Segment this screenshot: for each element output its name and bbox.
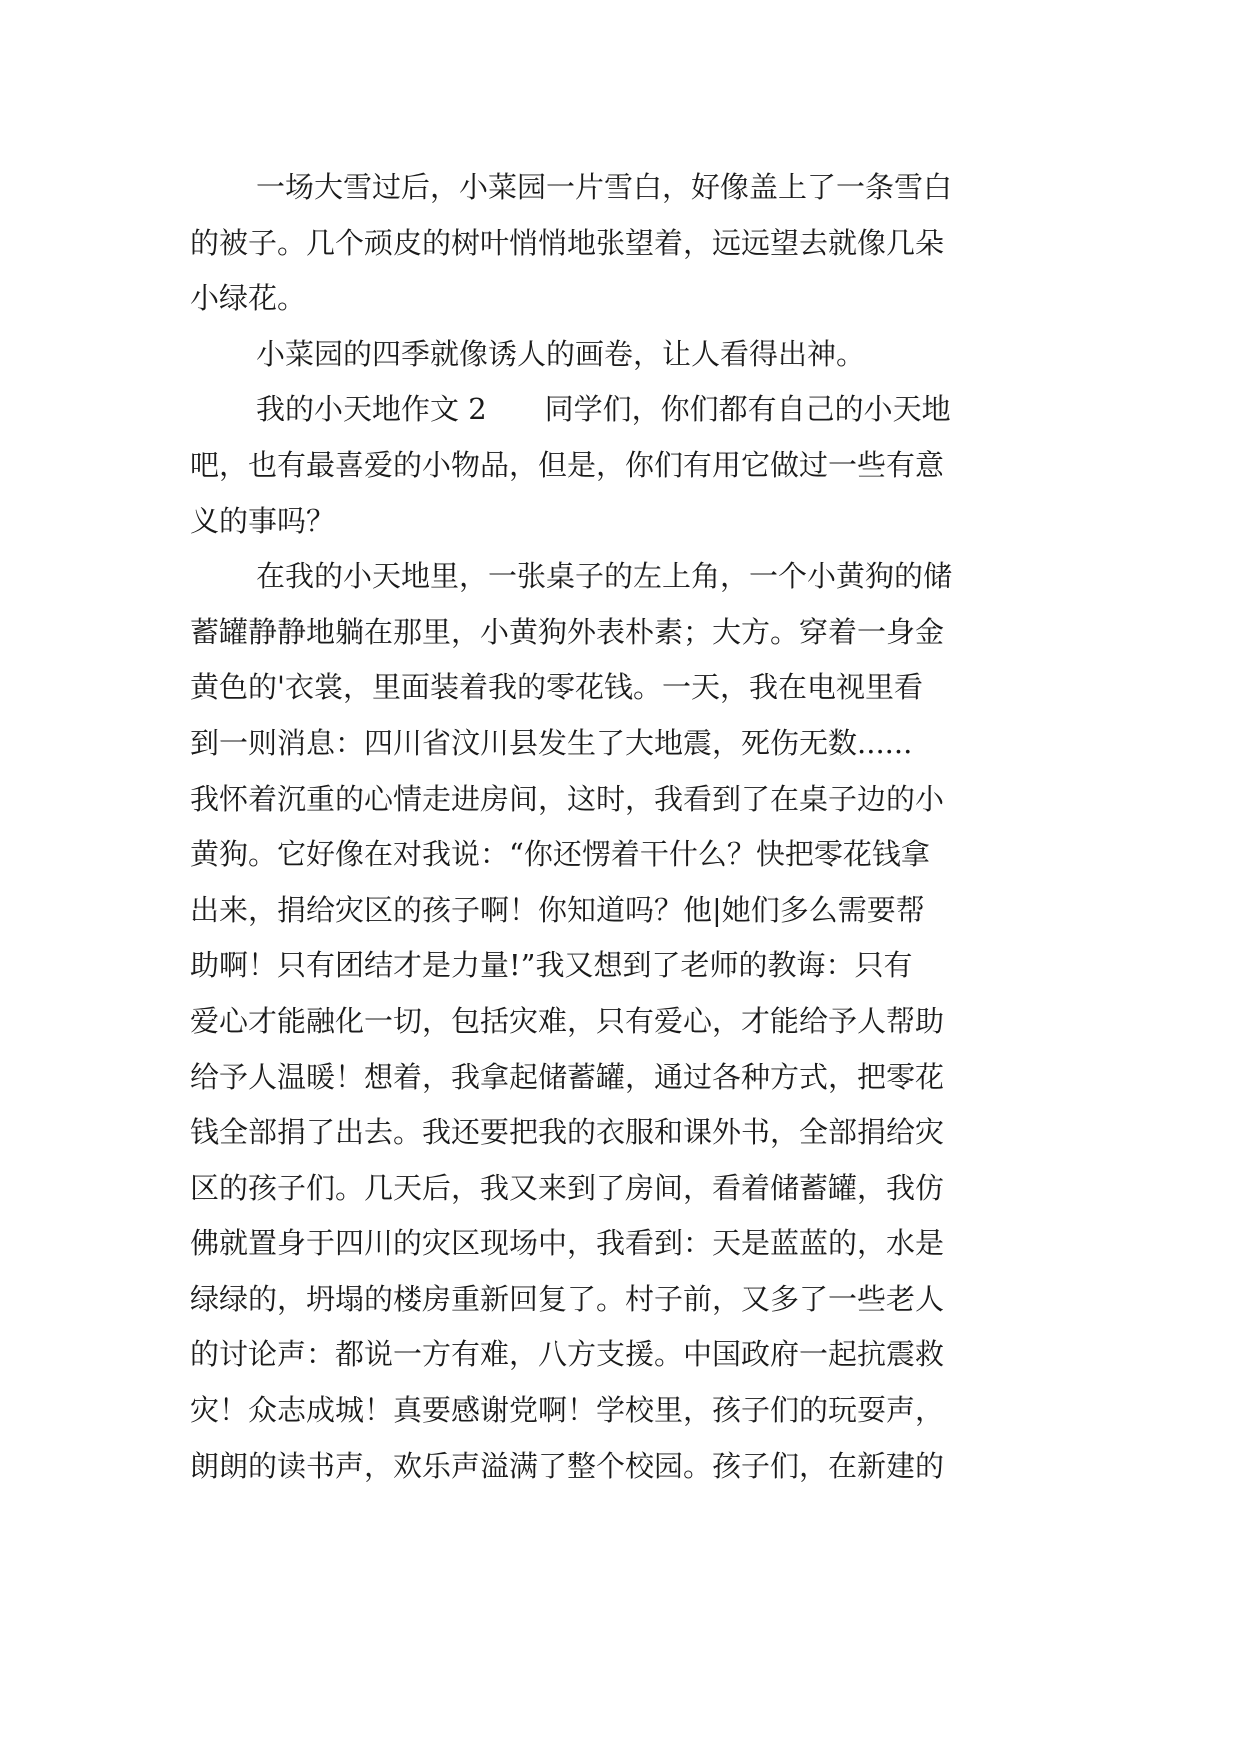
text-line: 我怀着沉重的心情走进房间，这时，我看到了在桌子边的小 [190, 781, 945, 816]
text-line: 一场大雪过后，小菜园一片雪白，好像盖上了一条雪白 [256, 170, 953, 204]
text-line: 的讨论声：都说一方有难，八方支援。中国政府一起抗震救 [190, 1337, 945, 1372]
text-line: 给予人温暖！想着，我拿起储蓄罐，通过各种方式，把零花 [190, 1059, 945, 1094]
text-line: 区的孩子们。几天后，我又来到了房间，看着储蓄罐，我仿 [190, 1170, 945, 1205]
text-line: 的被子。几个顽皮的树叶悄悄地张望着，远远望去就像几朵 [190, 225, 945, 260]
text-line: 黄狗。它好像在对我说：“你还愣着干什么？快把零花钱拿 [190, 837, 930, 872]
text-line: 到一则消息：四川省汶川县发生了大地震，死伤无数...... [190, 725, 913, 760]
body-text [190, 160, 1060, 1494]
text-line: 灾！众志成城！真要感谢党啊！学校里，孩子们的玩耍声， [190, 1393, 945, 1428]
text-line: 小绿花。 [190, 281, 307, 316]
text-line: 义的事吗？ [190, 503, 336, 538]
text-line: 钱全部捐了出去。我还要把我的衣服和课外书，全部捐给灾 [190, 1115, 945, 1150]
text-line: 爱心才能融化一切，包括灾难，只有爱心，才能给予人帮助 [190, 1003, 945, 1038]
text-line: 在我的小天地里，一张桌子的左上角，一个小黄狗的储 [256, 559, 953, 594]
text-line: 吧，也有最喜爱的小物品，但是，你们有用它做过一些有意 [190, 447, 945, 482]
text-line: 助啊！只有团结才是力量!”我又想到了老师的教诲：只有 [190, 948, 913, 983]
text-line: 黄色的'衣裳，里面装着我的零花钱。一天，我在电视里看 [190, 670, 923, 705]
text-line: 朗朗的读书声，欢乐声溢满了整个校园。孩子们，在新建的 [190, 1448, 945, 1483]
text-line: 绿绿的，坍塌的楼房重新回复了。村子前，又多了一些老人 [190, 1281, 945, 1316]
section-heading-line: 我的小天地作文 2 同学们，你们都有自己的小天地 [256, 392, 951, 427]
text-line: 出来，捐给灾区的孩子啊！你知道吗？他|她们多么需要帮 [190, 892, 925, 927]
text-line: 佛就置身于四川的灾区现场中，我看到：天是蓝蓝的，水是 [190, 1226, 945, 1261]
text-line: 小菜园的四季就像诱人的画卷，让人看得出神。 [256, 336, 866, 371]
text-line: 蓄罐静静地躺在那里，小黄狗外表朴素；大方。穿着一身金 [190, 614, 945, 649]
